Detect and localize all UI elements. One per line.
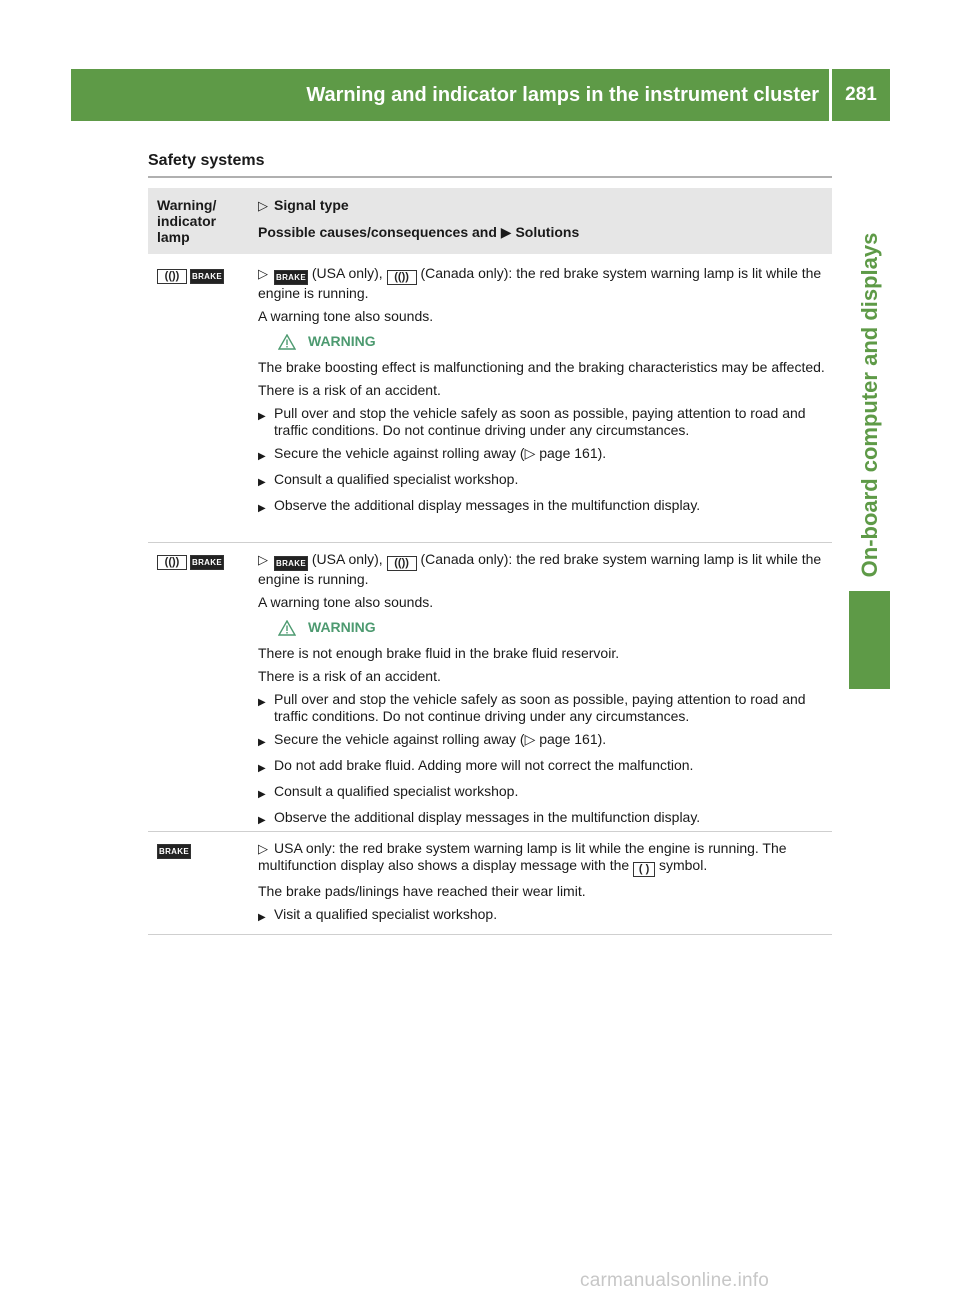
section-title: Safety systems xyxy=(148,152,265,169)
warning-text: There is a risk of an accident. xyxy=(258,668,441,684)
table-row xyxy=(148,263,832,543)
list-item-text: Observe the additional display messages in the multifunction display. xyxy=(274,809,701,825)
list-item xyxy=(258,757,828,777)
brake-ring-icon: (()) xyxy=(157,269,187,284)
row-content xyxy=(258,840,828,932)
list-item-text: Do not add brake fluid. Adding more will not correct the malfunction. xyxy=(274,757,694,773)
list-item xyxy=(258,809,828,829)
signal-text: (Canada only): the red brake system warning lamp is lit while the engine is running. xyxy=(258,551,822,587)
table-row xyxy=(148,838,832,935)
lamp-cell xyxy=(157,269,224,284)
warning-triangle-icon xyxy=(278,620,296,636)
action-icon: ▶ xyxy=(258,763,266,774)
column-header-lamp: Warning/ indicator lamp xyxy=(157,197,217,245)
list-item xyxy=(258,783,828,803)
brake-label-icon: BRAKE xyxy=(190,269,224,284)
signal-icon: ▷ xyxy=(258,841,268,856)
warning-label: WARNING xyxy=(308,333,376,349)
warning-text: The brake boosting effect is malfunctioning and the braking characteristics may be affected. xyxy=(258,359,825,375)
lamp-cell xyxy=(157,844,191,859)
action-icon: ▶ xyxy=(258,737,266,748)
list-item-text: Pull over and stop the vehicle safely as soon as possible, paying attention to road and traffic conditions. Do not continue driving under any circumstances. xyxy=(274,405,806,438)
solutions-label: Solutions xyxy=(515,224,580,240)
warning-heading xyxy=(278,619,828,636)
signal-type-label: Signal type xyxy=(274,197,349,213)
causes-label: Possible causes/consequences and xyxy=(258,224,497,240)
side-tab-marker xyxy=(849,591,890,689)
list-item-text: Consult a qualified specialist workshop. xyxy=(274,471,519,487)
action-icon: ▶ xyxy=(258,789,266,800)
brake-ring-icon: (()) xyxy=(157,555,187,570)
column-header-signal xyxy=(258,197,828,240)
page-number: 281 xyxy=(832,69,890,121)
warning-heading xyxy=(278,333,828,350)
page-header-title: Warning and indicator lamps in the instrument cluster xyxy=(306,83,819,106)
info-text: The brake pads/linings have reached their wear limit. xyxy=(258,883,586,899)
signal-description xyxy=(258,840,828,877)
signal-text: symbol. xyxy=(658,857,708,873)
list-item xyxy=(258,731,828,751)
action-icon: ▶ xyxy=(258,912,266,923)
list-item xyxy=(258,405,828,439)
warning-text: There is a risk of an accident. xyxy=(258,382,441,398)
warning-label: WARNING xyxy=(308,619,376,635)
list-item xyxy=(258,497,828,517)
signal-text: (Canada only): the red brake system warning lamp is lit while the engine is running. xyxy=(258,265,822,301)
action-icon: ▶ xyxy=(258,451,266,462)
brake-label-icon: BRAKE xyxy=(274,270,308,285)
signal-description xyxy=(258,551,828,588)
warning-triangle-icon xyxy=(278,334,296,350)
signal-icon: ▷ xyxy=(258,552,268,567)
brake-label-icon: BRAKE xyxy=(157,844,191,859)
list-item xyxy=(258,471,828,491)
action-icon: ▶ xyxy=(500,224,512,240)
brake-ring-icon: (()) xyxy=(387,270,417,285)
brake-label-icon: BRAKE xyxy=(190,555,224,570)
tone-text: A warning tone also sounds. xyxy=(258,308,434,324)
table-row xyxy=(148,549,832,832)
brake-pads-icon: ( ) xyxy=(633,862,655,877)
action-icon: ▶ xyxy=(258,477,266,488)
page-header xyxy=(71,69,829,121)
brake-ring-icon: (()) xyxy=(387,556,417,571)
list-item-text: Visit a qualified specialist workshop. xyxy=(274,906,498,922)
list-item-text: Secure the vehicle against rolling away (▷ page 161). xyxy=(274,445,607,461)
section-divider xyxy=(148,176,832,178)
list-item-text: Consult a qualified specialist workshop. xyxy=(274,783,519,799)
list-item xyxy=(258,445,828,465)
list-item-text: Pull over and stop the vehicle safely as soon as possible, paying attention to road and traffic conditions. Do not continue driving under any circumstances. xyxy=(274,691,806,724)
warning-text: There is not enough brake fluid in the brake fluid reservoir. xyxy=(258,645,620,661)
row-content xyxy=(258,265,828,523)
signal-icon: ▷ xyxy=(258,198,268,213)
list-item xyxy=(258,691,828,725)
brake-label-icon: BRAKE xyxy=(274,556,308,571)
list-item-text: Secure the vehicle against rolling away (▷ page 161). xyxy=(274,731,607,747)
tone-text: A warning tone also sounds. xyxy=(258,594,434,610)
signal-text: (USA only), xyxy=(311,265,383,281)
action-icon: ▶ xyxy=(258,815,266,826)
row-content xyxy=(258,551,828,835)
list-item-text: Observe the additional display messages in the multifunction display. xyxy=(274,497,701,513)
signal-text: (USA only), xyxy=(311,551,383,567)
lamp-cell xyxy=(157,555,224,570)
signal-text: USA only: the red brake system warning lamp is lit while the engine is running. The multifunction display also shows a display message with the xyxy=(258,840,787,873)
table-header xyxy=(148,188,832,254)
action-icon: ▶ xyxy=(258,697,266,708)
action-icon: ▶ xyxy=(258,503,266,514)
signal-description xyxy=(258,265,828,302)
side-tab-label: On-board computer and displays xyxy=(857,232,882,578)
action-icon: ▶ xyxy=(258,411,266,422)
list-item xyxy=(258,906,828,926)
watermark: carmanualsonline.info xyxy=(580,1270,770,1291)
signal-icon: ▷ xyxy=(258,266,268,281)
